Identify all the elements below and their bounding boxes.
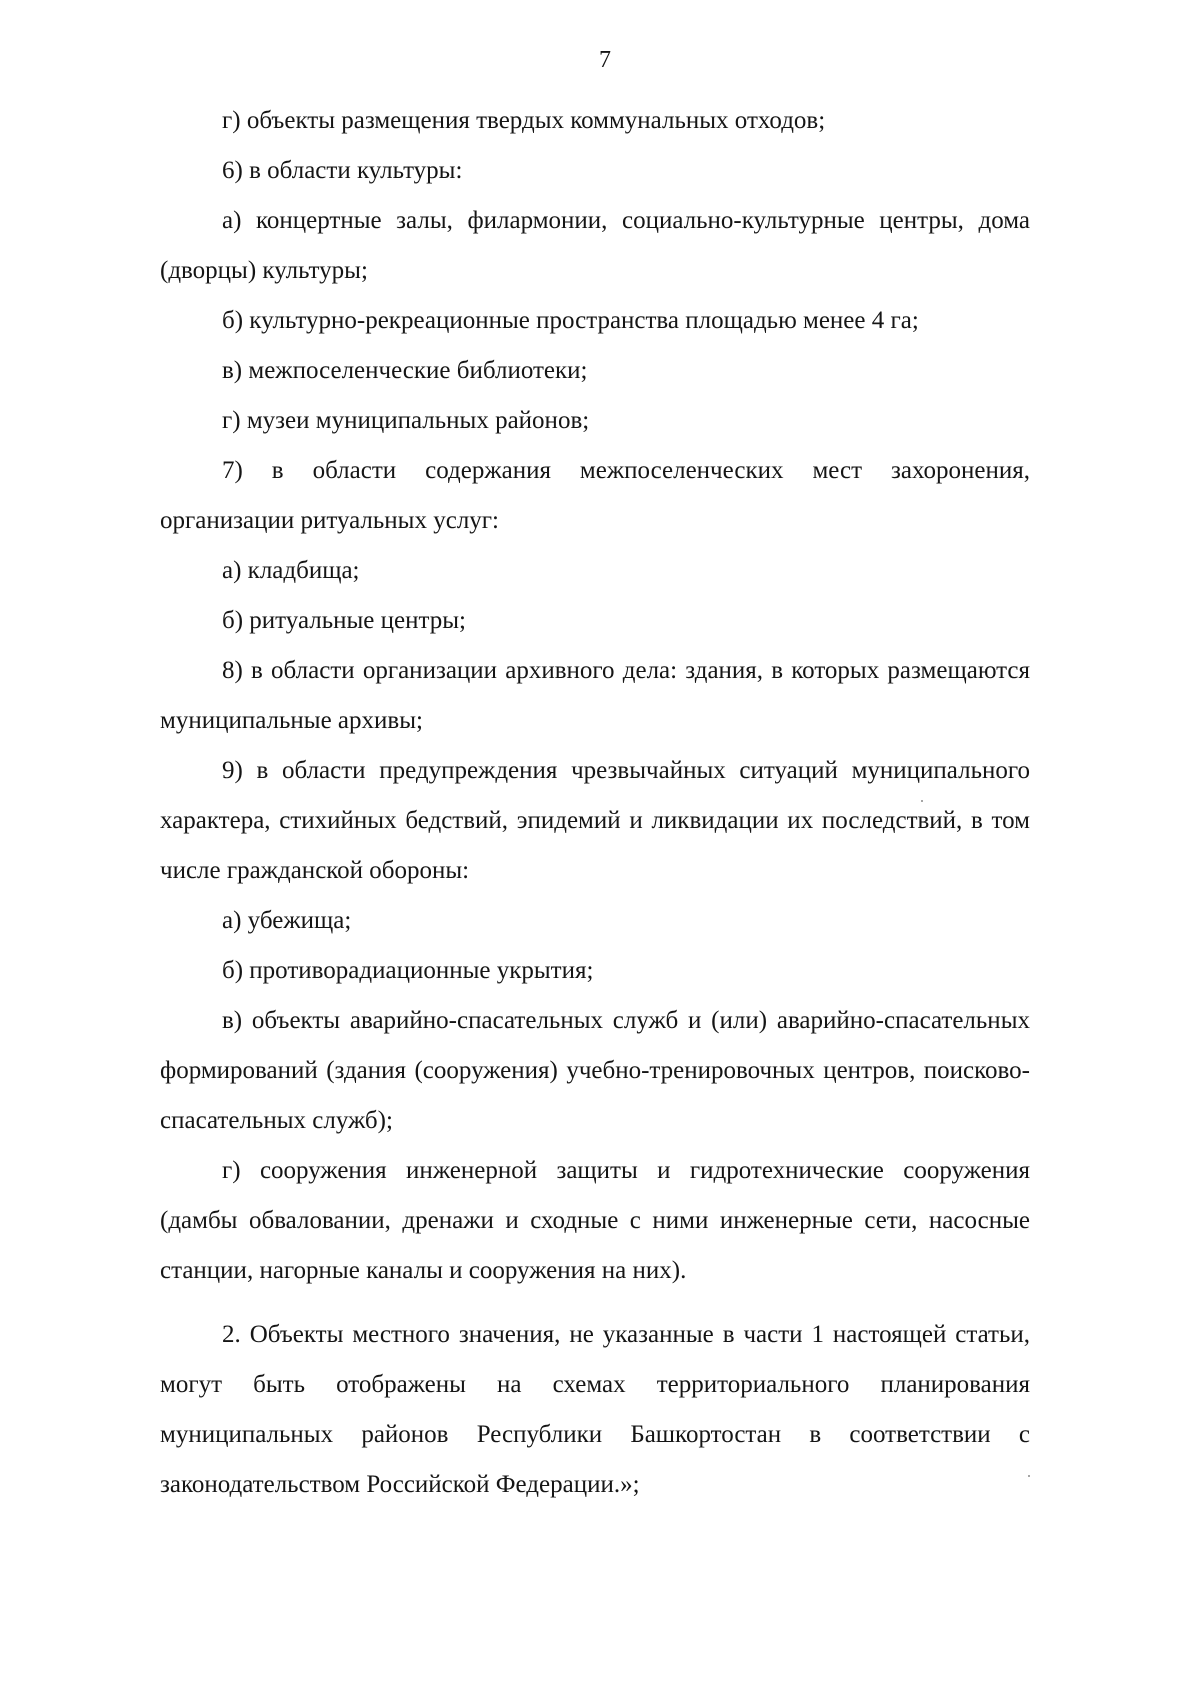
- paragraph-engineering-protection: г) сооружения инженерной защиты и гидротехнические сооружения (дамбы обваловании, дренажи и сходные с ними инженерные сети, насосные станции, нагорные каналы и сооружения на них).: [160, 1157, 1030, 1284]
- document-body: [160, 96, 1030, 1510]
- paragraph-libraries: в) межпоселенческие библиотеки;: [222, 357, 588, 384]
- paragraph-burial-heading: 7) в области содержания межпоселенческих мест захоронения, организации ритуальных услуг:: [160, 457, 1030, 534]
- paragraph-ritual-centers: б) ритуальные центры;: [222, 607, 466, 634]
- paragraph-local-objects: 2. Объекты местного значения, не указанные в части 1 настоящей статьи, могут быть отображены на схемах территориального планирования муниципальных районов Республики Башкортостан в соответствии с законодательством Российской Федерации.»;: [160, 1321, 1030, 1498]
- paragraph-shelters: а) убежища;: [222, 907, 352, 934]
- paragraph-rescue-services: в) объекты аварийно-спасательных служб и (или) аварийно-спасательных формирований (здания (сооружения) учебно-тренировочных центров, поисково-спасательных служб);: [160, 1007, 1030, 1134]
- paragraph-recreation-spaces: б) культурно-рекреационные пространства площадью менее 4 га;: [222, 307, 919, 334]
- page-number: 7: [599, 47, 611, 73]
- paragraph-emergency-heading: 9) в области предупреждения чрезвычайных ситуаций муниципального характера, стихийных бедствий, эпидемий и ликвидации их последствий, в том числе гражданской обороны:: [160, 757, 1030, 884]
- paragraph-waste-sites: г) объекты размещения твердых коммунальных отходов;: [222, 107, 826, 134]
- paragraph-gap: [160, 1296, 1030, 1310]
- paragraph-radiation-shelters: б) противорадиационные укрытия;: [222, 957, 594, 984]
- paragraph-concert-halls: а) концертные залы, филармонии, социально-культурные центры, дома (дворцы) культуры;: [160, 207, 1030, 284]
- paragraph-cemeteries: а) кладбища;: [222, 557, 360, 584]
- scan-speck: [921, 800, 923, 802]
- paragraph-museums: г) музеи муниципальных районов;: [222, 407, 590, 434]
- paragraph-culture-heading: 6) в области культуры:: [222, 157, 463, 184]
- scan-speck: [1028, 1475, 1030, 1477]
- paragraph-archives: 8) в области организации архивного дела: здания, в которых размещаются муниципальные архивы;: [160, 657, 1030, 734]
